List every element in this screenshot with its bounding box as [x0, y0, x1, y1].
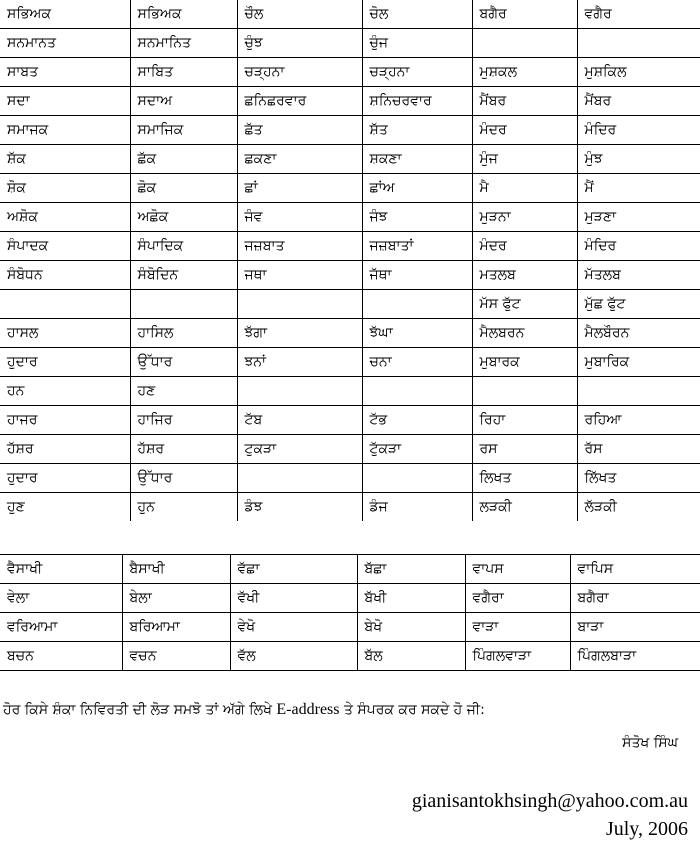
table-row [0, 319, 700, 348]
table-cell: ਛਕਣਾ [237, 145, 362, 174]
table-cell: ਮੈਲਬੌਰਨ [577, 319, 700, 348]
table-cell: ਲੜਕੀ [472, 493, 577, 522]
table-cell: ਬਰਿਆਮਾ [122, 613, 230, 642]
table-cell: ਬਗੈਰਾ [570, 584, 700, 613]
table-cell: ਹਨ [0, 377, 130, 406]
table-cell: ਸਭਿਅਕ [0, 0, 130, 29]
table-cell: ਡੰਝ [237, 493, 362, 522]
table-cell: ਮੁਸ਼ਕਲ [472, 58, 577, 87]
table-cell: ਸ਼ਨਿਚਰਵਾਰ [362, 87, 472, 116]
table-cell: ਮੁੜਨਾ [472, 203, 577, 232]
table-cell: ਲਿਖਤ [472, 464, 577, 493]
table-row [0, 642, 700, 671]
table-cell: ਚੜ੍ਹਨਾ [362, 58, 472, 87]
table-cell: ਮੁਬਾਰਕ [472, 348, 577, 377]
table-cell: ਬਗੈਰ [472, 0, 577, 29]
table-cell: ਰਹਿਆ [577, 406, 700, 435]
table-cell: ਹਾਸਿਲ [130, 319, 237, 348]
table-row [0, 613, 700, 642]
table-cell: ਬਚਨ [0, 642, 122, 671]
table-cell: ਸ਼ੱਕ [0, 145, 130, 174]
table-cell: ਮੁਸ਼ਕਿਲ [577, 58, 700, 87]
table-cell: ਹਾਜਿਰ [130, 406, 237, 435]
table-cell: ਝੱਘਾ [362, 319, 472, 348]
table-cell: ਮੰਦਿਰ [577, 116, 700, 145]
table-cell: ਸਨਮਾਨਤ [0, 29, 130, 58]
table-cell: ਮੈ [472, 174, 577, 203]
table-cell: ਜਥਾ [237, 261, 362, 290]
table-cell: ਛਾਂ [237, 174, 362, 203]
table-cell: ਚੜ੍ਹਨਾ [237, 58, 362, 87]
table-cell: ਬਾੜਾ [570, 613, 700, 642]
table-cell: ਸੰਪਾਦਿਕ [130, 232, 237, 261]
table-cell: ਅਸ਼ੋਕ [0, 203, 130, 232]
table-cell: ਮੈਂ [577, 174, 700, 203]
table-cell: ਸ਼ਕਣਾ [362, 145, 472, 174]
table-cell [472, 29, 577, 58]
table-row [0, 87, 700, 116]
table-cell: ਸ਼ੋਕ [0, 174, 130, 203]
table-cell: ਵਾਪਸ [465, 555, 570, 584]
table-cell: ਮੁੰਝ [577, 145, 700, 174]
table-cell: ਬੇਖੋ [357, 613, 465, 642]
word-table-secondary [0, 554, 700, 671]
table-row [0, 584, 700, 613]
table-cell: ਹੁਦਾਰ [0, 464, 130, 493]
table-row [0, 406, 700, 435]
table-cell: ਛੱਤ [237, 116, 362, 145]
contact-note [3, 701, 693, 719]
table-cell: ਵੱਖੀ [230, 584, 357, 613]
table-cell: ਮੰਦਿਰ [577, 232, 700, 261]
table-cell: ਮਤਲਬ [472, 261, 577, 290]
table-row [0, 29, 700, 58]
table-cell: ਉੱਧਾਰ [130, 464, 237, 493]
table-cell [577, 377, 700, 406]
table-cell: ਸਾਬਿਤ [130, 58, 237, 87]
table-cell [362, 464, 472, 493]
table-cell: ਹਾਸਲ [0, 319, 130, 348]
table-cell: ਝੱਗਾ [237, 319, 362, 348]
table-cell: ਜੰਵ [237, 203, 362, 232]
table-cell: ਚੋਲ [362, 0, 472, 29]
table-cell [472, 377, 577, 406]
table-row [0, 377, 700, 406]
table-cell: ਮੈਂਬਰ [472, 87, 577, 116]
table-row [0, 232, 700, 261]
table-cell: ਵਗੈਰ [577, 0, 700, 29]
table-cell [362, 377, 472, 406]
table-cell: ਵਰਿਆਮਾ [0, 613, 122, 642]
table-row [0, 261, 700, 290]
table-cell [577, 29, 700, 58]
table-row [0, 555, 700, 584]
table-row [0, 174, 700, 203]
table-cell: ਮੱਸ ਫੁੱਟ [472, 290, 577, 319]
table-cell: ਟੱਭ [362, 406, 472, 435]
table-row [0, 116, 700, 145]
table-cell: ਟੱਬ [237, 406, 362, 435]
table-cell: ਹੁਣ [0, 493, 130, 522]
table-row [0, 145, 700, 174]
table-cell: ਪਿੰਗਲਵਾੜਾ [465, 642, 570, 671]
table-cell: ਛਨਿਛਰਵਾਰ [237, 87, 362, 116]
table-cell: ਬੱਛਾ [357, 555, 465, 584]
table-cell: ਸਦਾ [0, 87, 130, 116]
table-cell: ਮੁਬਾਰਿਕ [577, 348, 700, 377]
table-cell: ਬੈਸਾਖੀ [122, 555, 230, 584]
table-cell: ਮੁੰਜ [472, 145, 577, 174]
table-cell: ਸਮਾਜਕ [0, 116, 130, 145]
table-cell: ਰੱਸ [577, 435, 700, 464]
table-cell [362, 290, 472, 319]
table-cell: ਚੌਲ [237, 0, 362, 29]
document-date: July, 2006 [605, 818, 688, 840]
e-address-label: E-address [276, 701, 340, 718]
table-cell: ਹਾਜਰ [0, 406, 130, 435]
table-cell: ਮੁੜਣਾ [577, 203, 700, 232]
table-cell: ਮੁੱਛ ਫੁੱਟ [577, 290, 700, 319]
table-cell [0, 290, 130, 319]
table-cell: ਵੇਖੋ [230, 613, 357, 642]
table-cell: ਵੱਲ [230, 642, 357, 671]
table-cell: ਪਿੰਗਲਬਾੜਾ [570, 642, 700, 671]
author-email[interactable]: gianisantokhsingh@yahoo.com.au [411, 790, 688, 812]
table-cell: ਰਿਹਾ [472, 406, 577, 435]
table-cell: ਸਭਿਅਕ [130, 0, 237, 29]
table-cell: ਛੱਕ [130, 145, 237, 174]
table-cell: ਸ਼ੱਤ [362, 116, 472, 145]
table-cell: ਮੈਂਬਰ [577, 87, 700, 116]
table-cell: ਸਮਾਜਿਕ [130, 116, 237, 145]
table-cell: ਉੱਧਾਰ [130, 348, 237, 377]
table-cell: ਛਾਂਅ [362, 174, 472, 203]
table-cell: ਚੁੰਜ [362, 29, 472, 58]
table-cell: ਜਜ਼ਬਾਤ [237, 232, 362, 261]
table-cell: ਬੇਲਾ [122, 584, 230, 613]
table-cell: ਵਾੜਾ [465, 613, 570, 642]
table-cell: ਅਛੋਕ [130, 203, 237, 232]
table-cell: ਜੰਝ [362, 203, 472, 232]
table-cell: ਲੱੜਕੀ [577, 493, 700, 522]
table-row [0, 348, 700, 377]
table-row [0, 58, 700, 87]
table-cell: ਟੁਕੜਾ [237, 435, 362, 464]
table-cell: ਹਣ [130, 377, 237, 406]
table-cell: ਵਾਪਿਸ [570, 555, 700, 584]
table-cell: ਵਚਨ [122, 642, 230, 671]
contact-note-text-end: ਤੇ ਸੰਪਰਕ ਕਰ ਸਕਦੇ ਹੋ ਜੀ: [339, 702, 485, 718]
table-cell: ਹੁਨ [130, 493, 237, 522]
table-cell: ਸੰਬੋਦਿਨ [130, 261, 237, 290]
contact-note-text: ਹੋਰ ਕਿਸੇ ਸ਼ੰਕਾ ਨਿਵਿਰਤੀ ਦੀ ਲੋੜ ਸਮਝੋ ਤਾਂ ਅੱਗੇ ਲਿਖੇ [3, 702, 277, 718]
table-cell: ਰਸ [472, 435, 577, 464]
table-row [0, 464, 700, 493]
table-cell: ਵੈਸਾਖੀ [0, 555, 122, 584]
table-cell [237, 290, 362, 319]
table-cell: ਜਜ਼ਬਾਤਾਂ [362, 232, 472, 261]
table-row [0, 0, 700, 29]
table-cell [130, 290, 237, 319]
table-cell: ਮੰਦਰ [472, 116, 577, 145]
table-cell: ਹੱਸ਼ਰ [130, 435, 237, 464]
table-cell: ਮੈਲਬਰਨ [472, 319, 577, 348]
table-cell: ਸਾਬਤ [0, 58, 130, 87]
table-cell: ਬੱਖੀ [357, 584, 465, 613]
table-cell: ਵੱਛਾ [230, 555, 357, 584]
table-cell: ਸਨਮਾਨਿਤ [130, 29, 237, 58]
table-cell [237, 464, 362, 493]
table-cell: ਲਿੱਖਤ [577, 464, 700, 493]
table-cell: ਜੱਥਾ [362, 261, 472, 290]
table-cell [237, 377, 362, 406]
table-cell: ਸੰਬੋਧਨ [0, 261, 130, 290]
table-row [0, 435, 700, 464]
table-cell: ਵੇਲਾ [0, 584, 122, 613]
table-cell: ਝਨਾਂ [237, 348, 362, 377]
table-cell: ਹੁਦਾਰ [0, 348, 130, 377]
table-cell: ਚੁੰਝ [237, 29, 362, 58]
table-cell: ਛੋਕ [130, 174, 237, 203]
table-cell: ਵਗੈਰਾ [465, 584, 570, 613]
table-cell: ਚਨਾ [362, 348, 472, 377]
table-cell: ਮੱਤਲਬ [577, 261, 700, 290]
table-cell: ਸੰਪਾਦਕ [0, 232, 130, 261]
table-cell: ਡੰਜ [362, 493, 472, 522]
table-cell: ਹੱਸ਼ਰ [0, 435, 130, 464]
table-row [0, 290, 700, 319]
table-row [0, 203, 700, 232]
table-cell: ਮੰਦਰ [472, 232, 577, 261]
author-signature: ਸੰਤੋਖ ਸਿੰਘ [622, 735, 678, 751]
table-cell: ਸਦਾਅ [130, 87, 237, 116]
table-row [0, 493, 700, 522]
table-cell: ਬੱਲ [357, 642, 465, 671]
table-cell: ਟੁੱਕੜਾ [362, 435, 472, 464]
